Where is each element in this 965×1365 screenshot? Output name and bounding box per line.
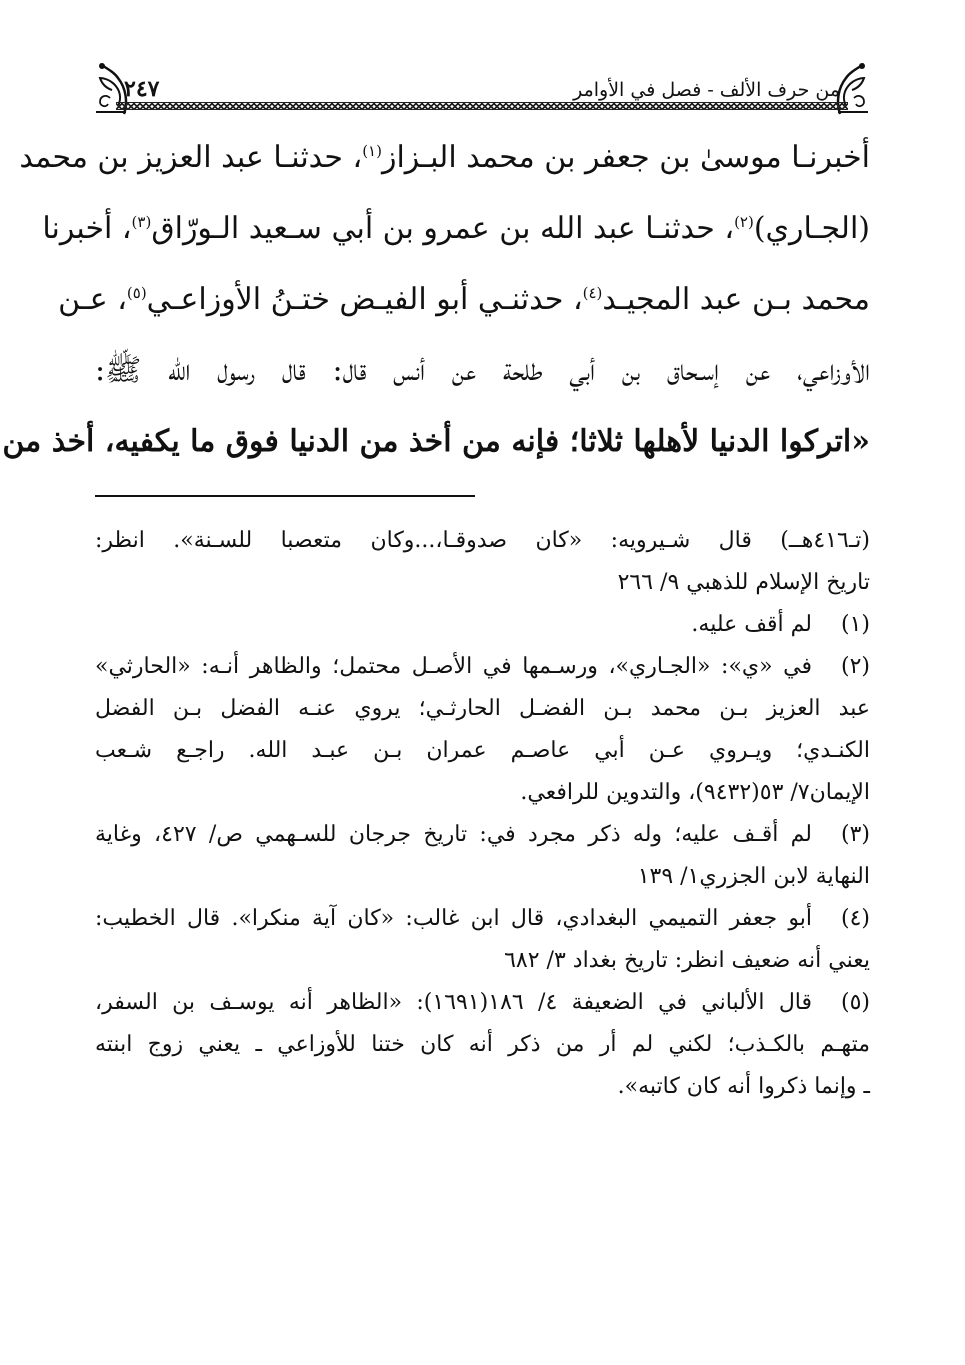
footnote-line xyxy=(95,688,870,730)
footnote-marker: (٥) xyxy=(126,284,147,302)
main-line-text: «اتركوا الدنيا لأهلها ثلاثا؛ فإنه من أخذ من الدنيا فوق ما يكفيه، أخذ من xyxy=(2,424,870,459)
footnote-line xyxy=(95,772,870,814)
footnote-item xyxy=(95,814,870,856)
footnote-text: تاريخ الإسلام للذهبي ٩/ ٢٦٦ xyxy=(617,570,870,595)
footnote-text: لم أقـف عليه؛ وله ذكر مجرد في: تاريخ جرجان للسـهمي ص/ ٤٢٧، وغاية xyxy=(95,822,812,847)
footnote-number: (٥) xyxy=(840,990,870,1015)
footnote-text: النهاية لابن الجزري١/ ١٣٩ xyxy=(637,864,870,889)
main-text xyxy=(2,122,870,477)
footnote-text: ـ وإنما ذكروا أنه كان كاتبه». xyxy=(617,1074,870,1099)
footnote-line xyxy=(95,1066,870,1108)
main-line-text: (الجـاري) xyxy=(753,211,870,246)
hadith-text-line xyxy=(2,406,870,477)
footnote-marker: (٤) xyxy=(582,284,603,302)
main-line xyxy=(95,335,870,406)
main-line xyxy=(19,122,870,193)
footnote-text: الكنـدي؛ ويـروي عـن أبي عاصـم عمران بـن عبـد الله. راجـع شـعب xyxy=(95,738,870,763)
footnote-number: (٤) xyxy=(840,906,870,931)
main-line xyxy=(58,264,870,335)
footnote-text: قال الألباني في الضعيفة ٤/ ١٨٦(١٦٩١): «الظاهر أنه يوسـف بن السفر، xyxy=(95,990,813,1015)
footnote-item xyxy=(95,982,870,1024)
footnote-line xyxy=(95,1024,870,1066)
footnote-marker: (٢) xyxy=(734,213,754,231)
footnote-line xyxy=(95,940,870,982)
main-line-text: ، حدثنـا عبد الله بن عمرو بن أبي سـعيد الـورّاق xyxy=(151,211,735,246)
footnote-number: (١) xyxy=(840,612,870,637)
footnote-continuation-line xyxy=(95,562,870,604)
footnote-line xyxy=(95,856,870,898)
running-header xyxy=(92,58,872,120)
page-number: ٢٤٧ xyxy=(124,76,160,102)
footnote-line xyxy=(95,730,870,772)
footnote-text: متهـم بالكـذب؛ لكني لم أر من ذكر أنه كان ختنا للأوزاعي ـ يعني زوج ابنته xyxy=(95,1032,870,1057)
footnote-text: الإيمان٧/ ٥٣(٩٤٣٢)، والتدوين للرافعي. xyxy=(520,780,870,805)
header-decorative-rule xyxy=(116,102,848,110)
main-line-text: ، حدثنـا عبد العزيز بن محمد xyxy=(19,140,363,175)
main-line xyxy=(42,193,870,264)
footnotes xyxy=(95,520,870,1108)
footnote-text: عبد العزيز بـن محمد بـن الفضـل الحارثـي؛ يروي عنـه الفضل بـن الفضل xyxy=(95,696,870,721)
footnote-marker: (١) xyxy=(362,142,382,160)
footnote-number: (٢) xyxy=(840,654,870,679)
main-line-text: الأوزاعي، عن إسـحاق بن أبي طلحة عن أنس قال: قال رسول الله ﷺ: xyxy=(95,353,870,388)
footnote-text: في «ي»: «الجـاري»، ورسـمها في الأصـل محتمل؛ والظاهر أنـه: «الحارثي» xyxy=(95,654,812,679)
footnote-marker: (٣) xyxy=(131,213,152,231)
main-line-text: أخبرنـا موسىٰ بن جعفر بن محمد البـزاز xyxy=(381,140,870,175)
footnote-continuation-line xyxy=(95,520,870,562)
main-line-text: ، أخبرنا xyxy=(42,211,132,246)
footnote-item xyxy=(95,604,870,646)
main-line-text: ، عـن xyxy=(58,282,127,317)
footnote-number: (٣) xyxy=(840,822,870,847)
footnote-separator xyxy=(95,495,475,497)
main-line-text: محمد بـن عبد المجيـد xyxy=(602,282,870,317)
main-line-text: ، حدثنـي أبو الفيـض ختـنُ الأوزاعـي xyxy=(146,282,583,317)
footnote-item xyxy=(95,646,870,688)
header-title: من حرف الألف - فصل في الأوامر xyxy=(573,79,840,101)
footnote-text: يعني أنه ضعيف انظر: تاريخ بغداد ٣/ ٦٨٢ xyxy=(504,948,870,973)
footnote-item xyxy=(95,898,870,940)
footnote-text: (تـ٤١٦هــ) قال شـيرويه: «كان صدوقـا،...وكان متعصبا للسـنة». انظر: xyxy=(95,528,870,553)
footnote-text: أبو جعفر التميمي البغدادي، قال ابن غالب: «كان آية منكرا». قال الخطيب: xyxy=(95,906,812,931)
footnote-text: لم أقف عليه. xyxy=(691,612,812,637)
